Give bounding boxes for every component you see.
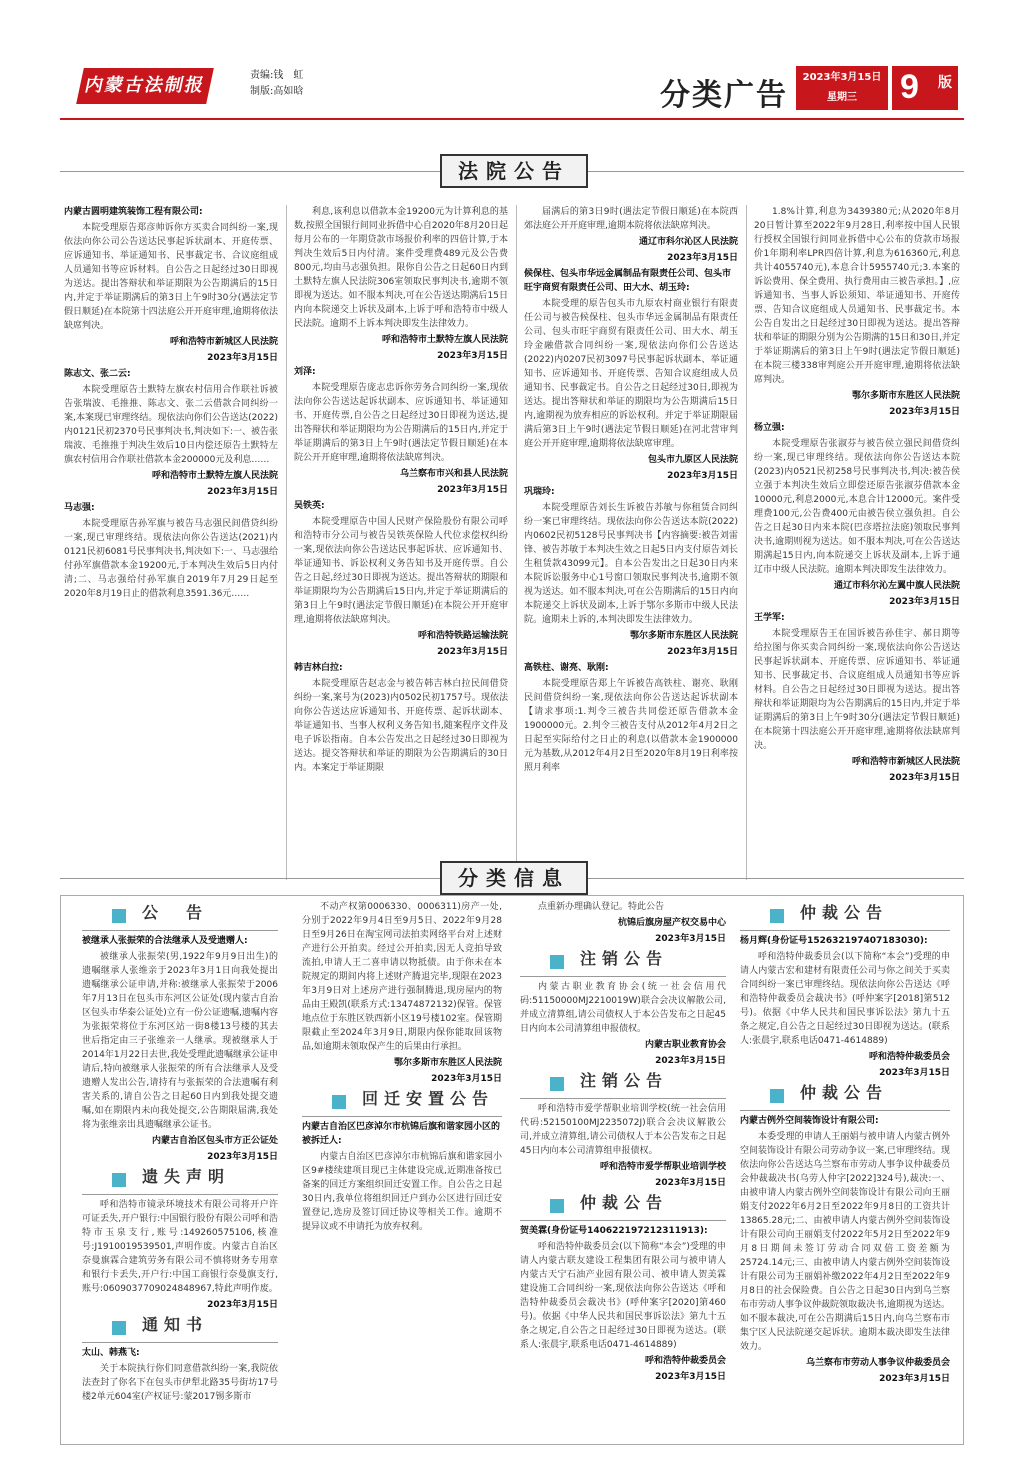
header-rule	[520, 1098, 726, 1099]
notice-court: 乌兰察布市兴和县人民法院	[399, 469, 508, 479]
notice-court: 通辽市科尔沁区人民法院	[638, 237, 738, 247]
notice-court: 呼和浩特市土默特左旗人民法院	[151, 471, 278, 481]
notice-body: 本院受理的原告包头市九原农村商业银行有限责任公司与被告候保柱、包头市华远金属制品有限责任公司、包头市旺宇商贸有限责任公司、田大水、胡玉玲金融借款合同纠纷一案,现依法向你们公告送达(2022)内0207民初3097号民事起诉状副本、举证通知书、应诉通知书、开庭传票、告知合议庭组成人员通知书、民事裁定书。自公告之日起经过30日,即视为送达。提出答辩状和举证的期限均为公告期满后15日内,逾期视为放弃相应的诉讼权利。并定于举证期限届满后第3日上午9时(遇法定节假日顺延)在河北营审判庭公开开庭审理,逾期将依法缺席审理。	[524, 299, 738, 449]
header-rule	[740, 930, 950, 931]
classified-signature: 呼和浩特市爱学帮职业培训学校	[599, 1162, 726, 1172]
header-square-icon	[550, 1199, 564, 1213]
notice-addressee: 韩吉林白拉:	[294, 663, 343, 673]
notice-body: 本院受理原告张淑芬与被告侯立强民间借贷纠纷一案,现已审理终结。现依法向你公告送达本院(2023)内0521民初258号民事判决书,判决:被告侯立强于本判决生效后立即偿还原告张淑芬借款本金10000元,利息2000元,本息合计12000元。案件受理费100元,公告费400元由被告侯立强负担。自公告之日起30日内来本院(巴彦塔拉法庭)领取民事判决书,逾期则视为送达。如不服本判决,可在公告送达期满起15日内,向本院递交上诉状及副本,上诉于通辽市中级人民法院。逾期本判决即发生法律效力。	[754, 439, 960, 575]
newspaper-logo: 内蒙古法制报	[76, 68, 214, 104]
header-square-icon	[112, 909, 126, 923]
classified-header-label: 仲裁公告	[800, 1083, 889, 1102]
page-number: 9	[900, 68, 919, 106]
notice-body: 本院受理原告郑上午诉被告高铁柱、谢亮、耿刚民间借贷纠纷一案,现依法向你公告送达起诉状副本【请求事项:1.判令三被告共同偿还原告借款本金1900000元。2.判令三被告支付从2012年4月2日之日起至实际给付之日止的利息(以借款本金1900000元为基数,从2012年4月2日至2020年8月19日利率按照月利率	[524, 679, 738, 773]
classified-header-label: 注销公告	[580, 949, 669, 968]
classified-header-label: 遗失声明	[142, 1167, 231, 1186]
classified-body: 呼和浩特仲裁委员会(以下简称“本会”)受理的申请人内蒙古宏和建材有限责任公司与你之间关于买卖合同纠纷一案已审理终结。现依法向你公告送达《呼和浩特仲裁委员会裁决书》(呼仲案字[2018]第512号)。依据《中华人民共和国民事诉讼法》第九十五条之规定,自公告之日起经过30日即视为送达。(联系人:张晨宇,联系电话0471-4614889)	[740, 952, 950, 1046]
issue-weekday: 星期三	[827, 92, 857, 103]
notice-court: 鄂尔多斯市东胜区人民法院	[851, 391, 960, 401]
classified-body: 内蒙古职业教育协会(统一社会信用代码:51150000MJ2210019W)联合会决议解散公司,并成立清算组,请公司债权人于本公告发布之日起45日内向本公司清算组申报债权。	[520, 982, 726, 1034]
classified-header	[302, 1089, 502, 1114]
notice-court: 鄂尔多斯市东胜区人民法院	[629, 631, 738, 641]
header-rule	[520, 976, 726, 977]
notice-date: 2023年3月15日	[667, 471, 738, 481]
notice-addressee: 候保柱、包头市华远金属制品有限责任公司、包头市旺宇商贸有限责任公司、田大水、胡玉玲:	[524, 269, 732, 293]
classified-header-label: 回迁安置公告	[362, 1089, 495, 1108]
notice-date: 2023年3月15日	[437, 647, 508, 657]
column-divider	[286, 205, 287, 880]
classified-banner: 分类信息	[440, 861, 588, 895]
classified-date: 2023年3月15日	[655, 934, 726, 944]
classified-body: 关于本院执行你们同意借款纠纷一案,我院依法查封了你名下在包头市伊犁北路35号街坊17号楼2单元604室(产权证号:蒙2017锡多斯市	[82, 1364, 278, 1402]
notice-body: 本院受理原告土默特左旗农村信用合作联社诉被告张瑞波、毛推推、陈志文、张二云借款合同纠纷一案,本案现已审理终结。现依法向你们公告送达(2022)内0121民初2370号民事判决书,判决如下:一、被告张瑞波、毛推推于判决生效后10日内偿还原告土默特左旗农村信用合作联社借款本金200000元及利息……	[64, 385, 278, 465]
notice-body: 本院受理原告孙军旗与被告马志强民间借贷纠纷一案,现已审理终结。现依法向你公告送达(2021)内0121民初6081号民事判决书,判决如下:一、马志强给付孙军旗借款本金19200元,于本判决生效后5日内付清;二、马志强给付孙军旗自2019年7月29日起至2020年8月19日止的借款利息3591.36元……	[64, 519, 278, 599]
notice-court: 呼和浩特市土默特左旗人民法院	[381, 335, 508, 345]
notice-date: 2023年3月15日	[889, 597, 960, 607]
notice-body: 本院受理原告赵志金与被告韩吉林白拉民间借贷纠纷一案,案号为(2023)内0502民初1757号。现依法向你公告送达应诉通知书、开庭传票、起诉状副本、举证通知书、当事人权利义务告知书,随案程序文件及电子诉讼指南。自本公告发出之日起经过30日即视为送达。提交答辩状和举证的期限为公告期满后的30日内。本案定于举证期限	[294, 679, 508, 773]
masthead	[60, 64, 964, 116]
notice-court: 呼和浩特铁路运输法院	[417, 631, 508, 641]
editor-credits	[250, 68, 303, 100]
classified-header	[740, 903, 950, 928]
notice-addressee: 巩瑞玲:	[524, 487, 555, 497]
notice-addressee: 王学军:	[754, 613, 785, 623]
classified-header-label: 注销公告	[580, 1071, 669, 1090]
classified-signature: 鄂尔多斯市东胜区人民法院	[393, 1058, 502, 1068]
classified-header	[520, 1071, 726, 1096]
court-column-2	[294, 205, 508, 880]
notice-date: 2023年3月15日	[889, 773, 960, 783]
classified-date: 2023年3月15日	[655, 1178, 726, 1188]
classified-signature: 内蒙古自治区包头市方正公证处	[151, 1136, 278, 1146]
notice-body: 本院受理原告庞志忠诉你劳务合同纠纷一案,现依法向你公告送达起诉状副本、应诉通知书、举证通知书、开庭传票,自公告之日起经过30日即视为送达,提出答辩状和举证期限均为公告期满后的15日内,并定于举证期满后的第3日上午9时(遇法定节假日顺延)在本院公开开庭审理,逾期将依法缺席判决。	[294, 383, 508, 463]
classified-header-label: 仲裁公告	[580, 1193, 669, 1212]
header-square-icon	[112, 1173, 126, 1187]
notice-body: 本院受理原告中国人民财产保险股份有限公司呼和浩特市分公司与被告吴铁英保险人代位求偿权纠纷一案,现依法向你公告送达民事起诉状、应诉通知书、举证通知书、诉讼权利义务告知书及开庭传票。自公告之日起,经过30日即视为送达。提出答辩状的期限和举证期限均为公告期满后15日内,并定于举证期满后的第3日上午9时(遇法定节假日顺延)在本院公开开庭审理,逾期将依法缺席判决。	[294, 517, 508, 625]
notice-addressee: 高铁柱、谢亮、耿刚:	[524, 663, 609, 673]
header-square-icon	[332, 1095, 346, 1109]
classified-addressee: 被继承人张振荣的合法继承人及受遗赠人:	[82, 936, 248, 946]
notice-body: 1.8%计算,利息为3439380元;从2020年8月20日暂计算至2022年9月28日,利率按中国人民银行授权全国银行间同业拆借中心公布的贷款市场报价1年期利率LPR四倍计算,利息为616360元,利息共计4055740元),本息合计5955740元;3.本案的诉讼费用、保全费用、执行费用由三被告承担。】,应诉通知书、当事人诉讼须知、举证通知书、开庭传票、告知合议庭组成人员通知书、民事裁定书。本公告自发出之日起经过30日即视为送达。提出答辩状和举证的期限分别为公告期满的15日和30日,并定于举证期满后的第3日上午9时(遇法定节假日顺延)在本院三楼338审判庭公开开庭审理,逾期将依法缺席判决。	[754, 207, 960, 385]
notice-date: 2023年3月15日	[437, 351, 508, 361]
notice-date: 2023年3月15日	[207, 487, 278, 497]
editor-line: 责编:钱 虹	[250, 70, 304, 81]
classified-column-1	[82, 900, 278, 1440]
classified-column-4	[740, 900, 950, 1440]
notice-addressee: 刘泽:	[294, 367, 316, 377]
notice-date: 2023年3月15日	[437, 485, 508, 495]
classified-date: 2023年3月15日	[207, 1152, 278, 1162]
court-column-1	[64, 205, 278, 880]
classified-body: 呼和浩特仲裁委员会(以下简称“本会”)受理的申请人内蒙古联友建设工程集团有限公司与被申请人内蒙古天宁石油产业园有限公司、被申请人贺美霖建设施工合同纠纷一案,现依法向你公告送达《呼和浩特仲裁委员会裁决书》(呼仲案字[2020]第460号)。依据《中华人民共和国民事诉讼法》第九十五条之规定,自公告之日起经过30日即视为送达。(联系人:张晨宇,联系电话0471-4614889)	[520, 1242, 726, 1350]
classified-body: 呼和浩特市爱学帮职业培训学校(统一社会信用代码:52150100MJ2235072J)联合会决议解散公司,并成立清算组,请公司债权人于本公告发布之日起45日内向本公司清算组申报债权。	[520, 1104, 726, 1156]
classified-addressee: 太山、韩燕飞:	[82, 1348, 140, 1358]
notice-date: 2023年3月15日	[667, 253, 738, 263]
classified-signature: 呼和浩特仲裁委员会	[644, 1356, 726, 1366]
notice-addressee: 陈志文、张二云:	[64, 369, 131, 379]
classified-addressee: 内蒙古例外空间装饰设计有限公司:	[740, 1116, 879, 1126]
classified-signature: 杭锦后旗房屋产权交易中心	[617, 918, 726, 928]
notice-court: 包头市九原区人民法院	[647, 455, 738, 465]
classified-date: 2023年3月15日	[655, 1056, 726, 1066]
header-rule	[82, 930, 278, 931]
header-square-icon	[550, 955, 564, 969]
classified-signature: 乌兰察布市劳动人事争议仲裁委员会	[805, 1358, 950, 1368]
classified-header-label: 通知书	[142, 1315, 209, 1334]
classified-header	[82, 903, 278, 928]
court-notice-banner: 法院公告	[440, 154, 588, 188]
notice-body: 本院受理原告郑彦帅诉你方买卖合同纠纷一案,现依法向你公司公告送达民事起诉状副本、开庭传票、应诉通知书、举证通知书、民事裁定书、合议庭组成人员通知书等应诉材料。自公告之日起经过30日即视为送达。提出答辩状和举证期限为公告期满后的15日内,并定于举证期满后的第3日上午9时30分(遇法定节假日顺延)在本院第十四法庭公开开庭审理,逾期将依法缺席判决。	[64, 223, 278, 331]
header-rule	[520, 1220, 726, 1221]
date-badge	[796, 66, 888, 110]
classified-signature: 呼和浩特仲裁委员会	[868, 1052, 950, 1062]
header-rule	[302, 1116, 502, 1117]
classified-column-2	[302, 900, 502, 1440]
notice-body: 利息,该利息以借款本金19200元为计算利息的基数,按照全国银行间同业拆借中心自2020年8月20日起每月公布的一年期贷款市场报价利率的四倍计算,于本判决生效后5日内付清。案件受理费489元及公告费800元,均由马志强负担。限你自公告之日起60日内到土默特左旗人民法院306室领取民事判决书,逾期不领即视为送达。如不服本判决,可在公告送达期满后15日内向本院递交上诉状及副本,上诉于呼和浩特市中级人民法院。逾期不上诉本判决即发生法律效力。	[294, 207, 508, 329]
header-square-icon	[770, 1089, 784, 1103]
page-badge	[892, 66, 958, 110]
production-line: 制版:高如晗	[250, 86, 304, 97]
classified-date: 2023年3月15日	[879, 1068, 950, 1078]
notice-date: 2023年3月15日	[889, 407, 960, 417]
classified-column-3	[520, 900, 726, 1440]
page-unit: 版	[938, 75, 952, 91]
masthead-rule	[60, 118, 964, 120]
court-column-4	[754, 205, 960, 880]
header-square-icon	[112, 1321, 126, 1335]
classified-header	[740, 1083, 950, 1108]
classified-body: 呼和浩特市镜录环境技术有限公司将开户许可证丢失,开户银行:中国银行股份有限公司呼和浩特市玉泉支行,账号:149260575106,核准号:J1910019539501,声明作废。内蒙古自治区奈曼旗霖合建筑劳务有限公司不慎将财务专用章和银行卡丢失,开户行:中国工商银行奈曼旗支行,账号:0609037709024848967,特此声明作废。	[82, 1200, 278, 1294]
classified-date: 2023年3月15日	[207, 1300, 278, 1310]
header-rule	[82, 1194, 278, 1195]
notice-court: 呼和浩特市新城区人民法院	[169, 337, 278, 347]
classified-date: 2023年3月15日	[655, 1372, 726, 1382]
notice-body: 届满后的第3日9时(遇法定节假日顺延)在本院西郊法庭公开开庭审理,逾期本院将依法缺席判决。	[524, 207, 738, 231]
classified-body: 被继承人张振荣(男,1922年9月9日出生)的遗嘱继承人张维亲于2023年3月1日向我处提出遗嘱继承公证申请,并称:被继承人张振荣于2006年7月13日在包头市东河区公证处(现内蒙古自治区包头市华泰公证处)立有一份公证遗嘱,遗嘱内容为张振荣将位于东河区站一街8楼13号楼的其去世后指定由三子张维亲一人继承。现被继承人于2014年1月22日去世,我处受理此遗嘱继承公证申请后,特向被继承人张振荣的所有合法继承人及受遗赠人发出公告,请持有与张振荣的合法遗嘱有利害关系的,请自公告之日起60日内到我处提交遗嘱,如在期限内未向我处提交,公告期限届满,我处将为张维亲出具遗嘱继承公证书。	[82, 952, 278, 1130]
notice-date: 2023年3月15日	[667, 647, 738, 657]
classified-date: 2023年3月15日	[879, 1374, 950, 1384]
court-column-3	[524, 205, 738, 880]
header-square-icon	[770, 909, 784, 923]
classified-addressee: 杨月辉(身份证号152632197407183030):	[740, 936, 928, 946]
classified-body: 内蒙古自治区巴彦淖尔市杭锦后旗和谐家园小区9#楼续建项目现已主体建设完成,近期准备按已备案的回迁方案组织回迁安置工作。自公告之日起30日内,我单位将组织回迁户到办公区进行回迁安置登记,选房及签订回迁协议等相关工作。逾期不提异议或不申请托为放弃权利。	[302, 1152, 502, 1232]
notice-court: 通辽市科尔沁左翼中旗人民法院	[833, 581, 960, 591]
notice-addressee: 杨立强:	[754, 423, 785, 433]
column-divider	[746, 205, 747, 880]
classified-header	[82, 1167, 278, 1192]
classified-header	[520, 949, 726, 974]
notice-date: 2023年3月15日	[207, 353, 278, 363]
notice-addressee: 马志强:	[64, 503, 95, 513]
notice-body: 本院受理原告刘长生诉被告苏敏与你租赁合同纠纷一案已审理终结。现依法向你公告送达本院(2022)内0602民初5128号民事判决书【内容摘要:被告刘雷锋、被告苏敏于本判决生效之日起5日内支付原告刘长生租赁款43099元】。自本公告发出之日起30日内来本院诉讼服务中心1号窗口领取民事判决书,逾期不领视为送达。如不服本判决,可在公告期满后的15日内向本院递交上诉状及副本,上诉于鄂尔多斯市中级人民法院。逾期未上诉的,本判决即发生法律效力。	[524, 503, 738, 625]
header-square-icon	[550, 1077, 564, 1091]
classified-addressee: 贺美霖(身份证号140622197212311913):	[520, 1226, 708, 1236]
classified-header	[520, 1193, 726, 1218]
classified-body: 点重新办理确认登记。特此公告	[538, 902, 665, 912]
classified-signature: 内蒙古职业教育协会	[644, 1040, 726, 1050]
classified-addressee: 内蒙古自治区巴彦淖尔市杭锦后旗和谐家园小区的被拆迁人:	[302, 1122, 501, 1146]
notice-body: 本院受理原告王在国诉被告孙佳宇、郝日期等给拉图与你买卖合同纠纷一案,现依法向你公告送达民事起诉状副本、开庭传票、应诉通知书、举证通知书、民事裁定书、合议庭组成人员通知书等应诉材料。自公告之日起经过30日即视为送达。提出答辩状和举证期限均为公告期满后的15日内,并定于举证期满后的第3日上午9时30分(遇法定节假日顺延)在本院第十四法庭公开开庭审理,逾期将依法缺席判决。	[754, 629, 960, 751]
issue-date: 2023年3月15日	[802, 72, 882, 83]
notice-addressee: 吴铁英:	[294, 501, 325, 511]
classified-header	[82, 1315, 278, 1340]
notice-addressee: 内蒙古圆明建筑装饰工程有限公司:	[64, 207, 203, 217]
classified-date: 2023年3月15日	[431, 1074, 502, 1084]
column-divider	[516, 205, 517, 880]
header-rule	[82, 1342, 278, 1343]
classified-header-label: 公 告	[142, 903, 209, 922]
classified-header-label: 仲裁公告	[800, 903, 889, 922]
classified-body: 本委受理的申请人王丽娟与被申请人内蒙古例外空间装饰设计有限公司劳动争议一案,已审理终结。现依法向你公告送达乌兰察布市劳动人事争议仲裁委员会仲裁裁决书(乌劳人仲字[2022]324号),裁决:一、由被申请人内蒙古例外空间装饰设计有限公司向王丽娟支付2022年6月2日至2022年9月8日的工资共计13865.28元;二、由被申请人内蒙古例外空间装饰设计有限公司向王丽娟支付2022年5月2日至2022年9月8日期间未签订劳动合同双倍工资差额为25724.14元;三、由被申请人内蒙古例外空间装饰设计有限公司为王丽娟补缴2022年4月2日至2022年9月8日的社会保险费。自公告之日起30日内到乌兰察布市劳动人事争议仲裁院领取裁决书,逾期视为送达。如不服本裁决,可在公告期满后15日内,向乌兰察布市集宁区人民法院递交起诉状。逾期本裁决即发生法律效力。	[740, 1132, 950, 1352]
section-title: 分类广告	[660, 78, 788, 113]
header-rule	[740, 1110, 950, 1111]
classified-body: 不动产权第0006330、0006311)房产一处,分别于2022年9月4日至9月5日、2022年9月28日至9月26日在淘宝网司法拍卖网络平台对上述财产进行公开拍卖。经过公开拍卖,因无人竞拍导致流拍,申请人王二喜申请以物抵债。由于你未在本院规定的期间内将上述财产腾退完毕,现限在2023年3月9日对上述房产进行强制腾退,现房屋内的物品由王殿凯(联系方式:13474872132)保管。保管地点位于东胜区铁西新小区19号楼102室。保管期限截止至2024年3月9日,期限内保你能取回该物品,如逾期未领取保产生的后果由行承担。	[302, 902, 502, 1052]
notice-court: 呼和浩特市新城区人民法院	[851, 757, 960, 767]
